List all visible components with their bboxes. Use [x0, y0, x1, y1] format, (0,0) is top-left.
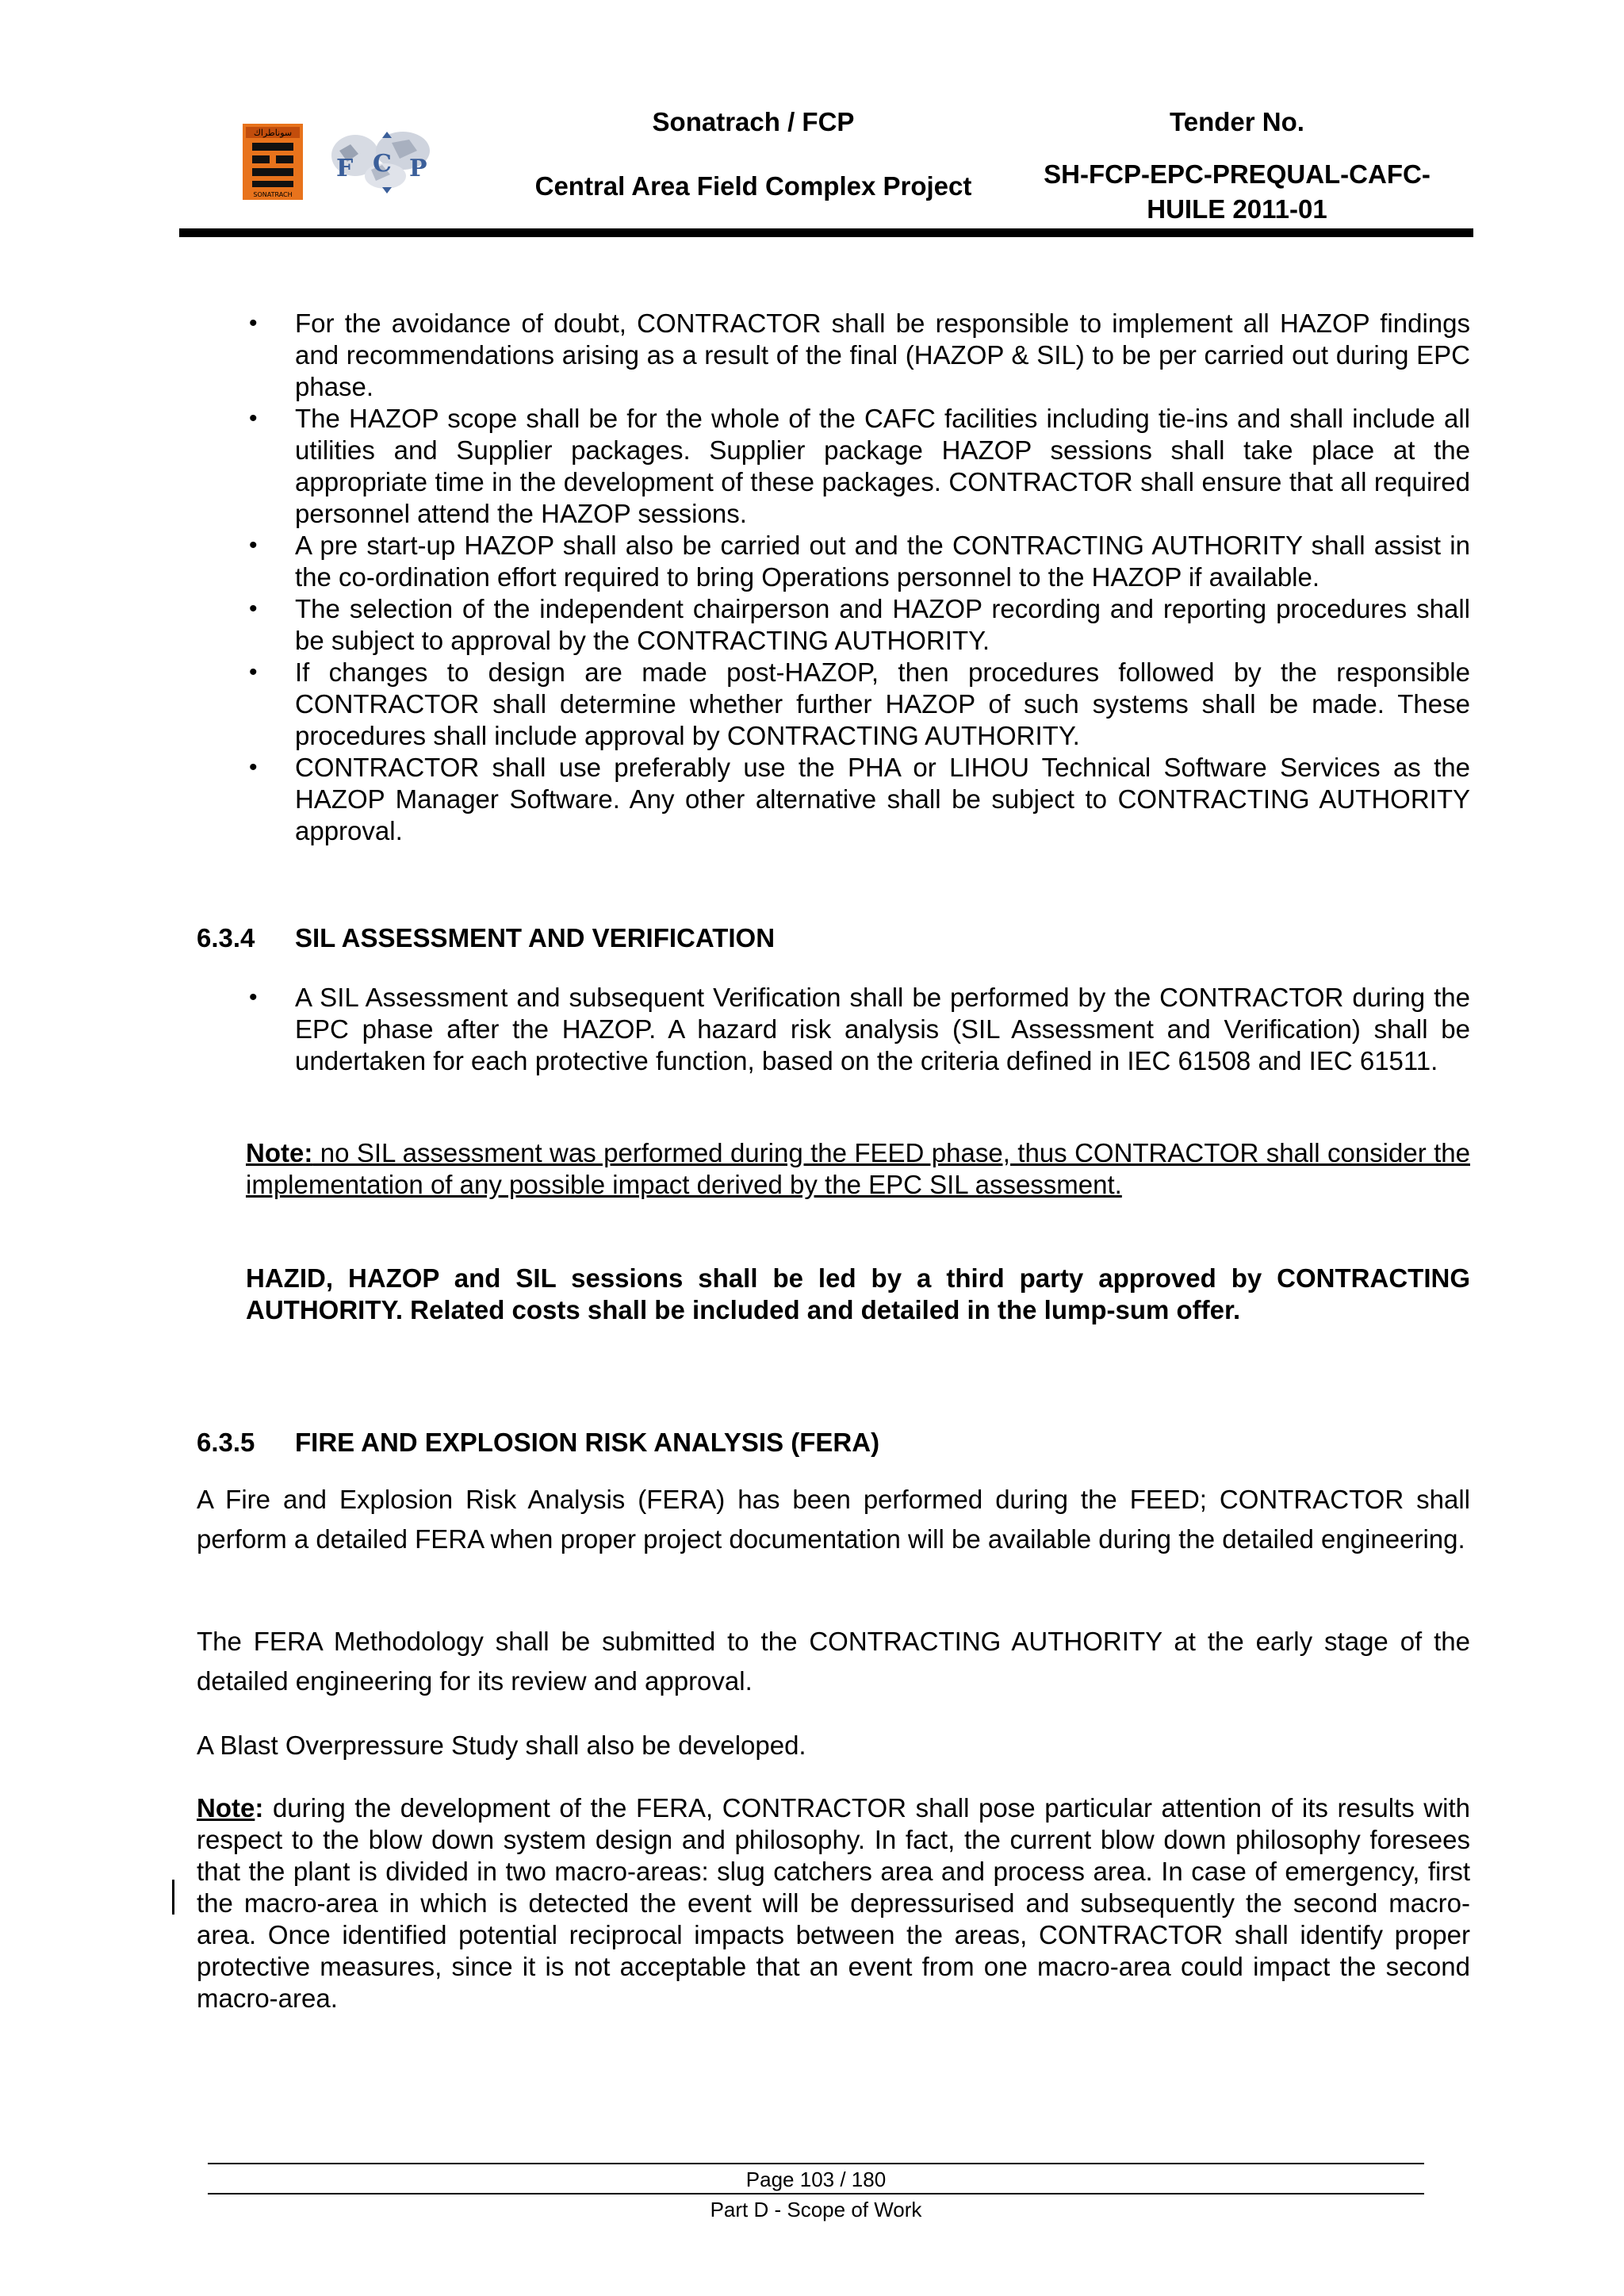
footer-mid-rule: [208, 2193, 1424, 2194]
revision-bar: [172, 1880, 174, 1915]
sil-note: [246, 1137, 1470, 1201]
note-label: Note: [197, 1793, 255, 1823]
header-project: Central Area Field Complex Project: [534, 171, 972, 201]
svg-text:P: P: [409, 155, 427, 182]
bullet-icon: •: [249, 532, 258, 558]
fera-paragraph-3: A Blast Overpressure Study shall also be developed.: [197, 1731, 806, 1760]
section-heading-635: [197, 1428, 879, 1458]
bullet-icon: •: [249, 405, 258, 431]
bullet-icon: •: [249, 310, 258, 336]
section-title: SIL ASSESSMENT AND VERIFICATION: [295, 923, 776, 953]
svg-text:SONATRACH: SONATRACH: [253, 191, 293, 198]
fera-note: Note: during the development of the FERA, CONTRACTOR shall pose particular attention of its results with respect to the blow down system design and philosophy. In fact, the current blow down philosophy foresees that the plant is divided in two macro-areas: slug catchers area and process area. In case of emergency, first the macro-area in which is detected the event will be depressurised and subsequently the second macro-area. Once identified potential reciprocal impacts between the areas, CONTRACTOR shall identify proper protective measures, since it is not acceptable that an event from one macro-area could impact the second macro-area.: [197, 1793, 1470, 2013]
hazop-bullet-list: [238, 308, 1470, 847]
header-company: Sonatrach / FCP: [652, 107, 855, 136]
footer-part-label: Part D - Scope of Work: [710, 2198, 922, 2221]
bullet-icon: •: [249, 596, 258, 622]
header-tender-label: Tender No.: [1170, 107, 1304, 136]
list-item: • A pre start-up HAZOP shall also be carried out and the CONTRACTING AUTHORITY shall assist in the co-ordination effort required to bring Operations personnel to the HAZOP if available.: [249, 531, 1470, 592]
bullet-icon: •: [249, 659, 258, 685]
list-item: • CONTRACTOR shall use preferably use the PHA or LIHOU Technical Software Services as the HAZOP Manager Software. Any other alternative shall be subject to CONTRACTING AUTHORITY approval.: [249, 753, 1470, 845]
svg-text:سوناطراك: سوناطراك: [253, 128, 293, 138]
footer-page-number: Page 103 / 180: [745, 2168, 887, 2191]
fera-paragraph-2: The FERA Methodology shall be submitted to the CONTRACTING AUTHORITY at the early stage of the detailed engineering for its review and approval.: [197, 1627, 1470, 1696]
note-text: during the development of the FERA, CONTRACTOR shall pose particular attention of its results with respect to the blow down system design and philosophy. In fact, the current blow down philosophy foresees that the plant is divided in two macro-areas: slug catchers area and process area. In case of emergency, first the macro-area in which is detected the event will be depressurised and subsequently the second macro-area. Once identified potential reciprocal impacts between the areas, CONTRACTOR shall identify proper protective measures, since it is not acceptable that an event from one macro-area could impact the second macro-area.: [197, 1793, 1470, 2013]
header-tender-number: SH-FCP-EPC-PREQUAL-CAFC-HUILE 2011-01: [1044, 159, 1431, 224]
list-item: • The selection of the independent chairperson and HAZOP recording and reporting procedures shall be subject to approval by the CONTRACTING AUTHORITY.: [249, 594, 1470, 655]
fera-paragraph-1: A Fire and Explosion Risk Analysis (FERA) has been performed during the FEED; CONTRACTOR shall perform a detailed FERA when proper project documentation will be available during the detailed engineering.: [197, 1485, 1470, 1554]
third-party-statement: HAZID, HAZOP and SIL sessions shall be led by a third party approved by CONTRACTING AUTHORITY. Related costs shall be included and detailed in the lump-sum offer.: [246, 1263, 1470, 1324]
svg-text:C: C: [373, 150, 392, 178]
sil-bullet-list: [238, 982, 1470, 1077]
sonatrach-logo: [243, 124, 303, 200]
section-heading-634: [197, 923, 775, 953]
header-divider: [179, 228, 1473, 237]
section-number: 6.3.4: [197, 923, 255, 953]
svg-text:F: F: [336, 155, 354, 182]
list-item: • For the avoidance of doubt, CONTRACTOR shall be responsible to implement all HAZOP findings and recommendations arising as a result of the final (HAZOP & SIL) to be per carried out during EPC phase.: [249, 309, 1470, 401]
list-item: • If changes to design are made post-HAZOP, then procedures followed by the responsible CONTRACTOR shall determine whether further HAZOP of such systems shall be made. These procedures shall include approval by CONTRACTING AUTHORITY.: [249, 657, 1470, 750]
bullet-icon: •: [249, 754, 258, 780]
section-title: FIRE AND EXPLOSION RISK ANALYSIS (FERA): [295, 1428, 880, 1457]
footer-top-rule: [208, 2163, 1424, 2164]
note-label: Note:: [246, 1138, 313, 1167]
note-text: no SIL assessment was performed during the FEED phase, thus CONTRACTOR shall consider the implementation of any possible impact derived by the EPC SIL assessment.: [246, 1138, 1470, 1199]
section-number: 6.3.5: [197, 1428, 255, 1457]
list-item: • A SIL Assessment and subsequent Verification shall be performed by the CONTRACTOR during the EPC phase after the HAZOP. A hazard risk analysis (SIL Assessment and Verification) shall be undertaken for each protective function, based on the criteria defined in IEC 61508 and IEC 61511.: [249, 983, 1470, 1075]
bullet-icon: •: [249, 984, 258, 1010]
fcp-logo: [324, 127, 450, 200]
list-item: • The HAZOP scope shall be for the whole of the CAFC facilities including tie-ins and shall include all utilities and Supplier packages. Supplier package HAZOP sessions shall take place at the appropriate time in the development of these packages. CONTRACTOR shall ensure that all required personnel attend the HAZOP sessions.: [249, 404, 1470, 528]
